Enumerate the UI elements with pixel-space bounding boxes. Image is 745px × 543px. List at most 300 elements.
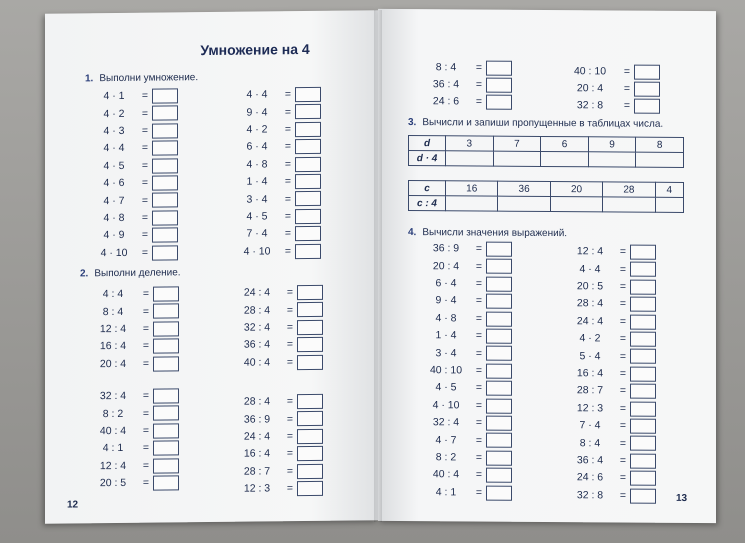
exercise-row (233, 226, 321, 242)
answer-box[interactable] (634, 82, 660, 97)
equals-sign: = (142, 442, 150, 455)
expression: 32 : 4 (243, 321, 271, 334)
answer-cell[interactable] (493, 151, 541, 166)
exercise-row (233, 87, 321, 103)
exercise-row (420, 276, 512, 292)
answer-box[interactable] (630, 349, 656, 364)
table-row (409, 151, 684, 168)
answer-box[interactable] (486, 346, 512, 361)
answer-box[interactable] (486, 61, 512, 76)
exercise-row (90, 106, 178, 122)
exercise-row (90, 158, 178, 174)
exercise-row (564, 436, 656, 452)
exercise-row (420, 311, 512, 327)
answer-box[interactable] (152, 88, 178, 103)
answer-box[interactable] (630, 401, 656, 416)
answer-box[interactable] (153, 304, 179, 319)
exercise-row (90, 245, 178, 261)
equals-sign: = (286, 286, 294, 299)
exercise-row (420, 293, 512, 309)
expression: 4 · 4 (579, 262, 601, 276)
exercise-row (560, 64, 660, 80)
table-cell: 16 (446, 181, 498, 196)
equals-sign: = (619, 367, 627, 380)
expression: 8 : 4 (579, 436, 601, 450)
expression: 20 : 5 (576, 280, 604, 293)
task-text: Выполни деление. (94, 267, 181, 280)
equals-sign: = (475, 242, 483, 255)
equals-sign: = (286, 338, 294, 351)
exercise-row (231, 463, 323, 479)
exercise-row (420, 380, 512, 396)
equals-sign: = (475, 364, 483, 377)
equals-sign: = (284, 105, 292, 118)
answer-box[interactable] (295, 243, 321, 258)
expression: 4 · 6 (103, 177, 125, 190)
answer-box[interactable] (297, 394, 323, 409)
equals-sign: = (475, 451, 483, 464)
exercise-row (90, 193, 178, 209)
answer-box[interactable] (486, 242, 512, 257)
equals-sign: = (142, 476, 150, 489)
expression: 24 : 6 (576, 471, 604, 484)
equals-sign: = (619, 489, 627, 502)
expression: 16 : 4 (243, 447, 271, 461)
answer-box[interactable] (153, 441, 179, 456)
equals-sign: = (284, 140, 292, 153)
answer-box[interactable] (153, 458, 179, 473)
equals-sign: = (475, 95, 483, 108)
page-title: Умножение на 4 (200, 40, 310, 59)
expression: 4 · 2 (246, 123, 268, 136)
expression: 4 · 5 (435, 381, 457, 394)
answer-box[interactable] (153, 286, 179, 301)
answer-box[interactable] (153, 356, 179, 371)
exercise-row (420, 77, 512, 93)
exercise-row (420, 60, 512, 76)
equals-sign: = (141, 211, 149, 224)
answer-box[interactable] (297, 354, 323, 369)
exercise-row (564, 314, 656, 330)
expression: 12 : 3 (243, 482, 271, 495)
exercise-row (90, 88, 178, 104)
exercise-row (564, 453, 656, 469)
exercise-row (87, 339, 179, 355)
answer-box[interactable] (297, 337, 323, 352)
table-head-cell: d (409, 136, 446, 151)
exercise-row (420, 328, 512, 344)
exercise-row (87, 406, 179, 422)
exercise-row (420, 363, 512, 379)
expression: 20 : 4 (576, 82, 604, 95)
answer-box[interactable] (297, 320, 323, 335)
page-number: 12 (67, 499, 79, 511)
answer-box[interactable] (486, 276, 512, 291)
exercise-row (87, 458, 179, 474)
expression: 4 · 5 (103, 159, 125, 173)
exercise-row (420, 398, 512, 414)
task-1-heading (85, 72, 198, 84)
exercise-row (87, 423, 179, 439)
equals-sign: = (142, 407, 150, 420)
expression: 20 : 4 (99, 357, 127, 371)
exercise-row (560, 98, 660, 114)
answer-box[interactable] (486, 433, 512, 448)
exercise-row (233, 139, 321, 155)
expression: 4 : 1 (102, 442, 124, 455)
answer-box[interactable] (297, 481, 323, 496)
expression: 40 : 4 (243, 356, 271, 369)
expression: 4 · 4 (246, 88, 268, 101)
expression: 28 : 7 (576, 384, 604, 397)
answer-box[interactable] (486, 450, 512, 465)
answer-box[interactable] (634, 99, 660, 114)
equals-sign: = (475, 329, 483, 342)
equals-sign: = (142, 340, 150, 353)
answer-box[interactable] (153, 423, 179, 438)
answer-box[interactable] (486, 259, 512, 274)
equals-sign: = (475, 277, 483, 290)
exercise-row (564, 383, 656, 399)
answer-box[interactable] (486, 329, 512, 344)
expression: 28 : 7 (243, 465, 271, 478)
answer-box[interactable] (630, 332, 656, 347)
expression: 28 : 4 (243, 304, 271, 317)
page-number: 13 (676, 492, 688, 504)
answer-box[interactable] (153, 475, 179, 490)
answer-box[interactable] (152, 193, 178, 208)
answer-box[interactable] (152, 210, 178, 225)
exercise-row (420, 433, 512, 449)
answer-box[interactable] (297, 429, 323, 444)
equals-sign: = (284, 227, 292, 240)
equals-sign: = (619, 402, 627, 415)
exercise-row (564, 244, 656, 260)
equals-sign: = (619, 315, 627, 328)
table-cell: 4 (655, 182, 683, 197)
table-cell: 3 (446, 136, 494, 151)
exercise-row (231, 429, 323, 445)
right-page (378, 9, 716, 523)
answer-box[interactable] (295, 226, 321, 241)
expression: 9 · 4 (435, 294, 457, 307)
equals-sign: = (475, 347, 483, 360)
task-text: Вычисли и запиши пропущенные в таблицах числа. (422, 117, 664, 130)
exercise-row (231, 337, 323, 353)
answer-box[interactable] (486, 363, 512, 378)
expression: 4 · 10 (100, 246, 128, 260)
exercise-row (564, 262, 656, 278)
answer-box[interactable] (630, 436, 656, 451)
equals-sign: = (475, 416, 483, 429)
answer-box[interactable] (297, 446, 323, 461)
equals-sign: = (286, 465, 294, 478)
table-cell: 7 (493, 136, 541, 151)
equals-sign: = (475, 434, 483, 447)
equals-sign: = (141, 194, 149, 207)
answer-box[interactable] (486, 398, 512, 413)
equals-sign: = (619, 471, 627, 485)
equals-sign: = (619, 263, 627, 276)
expression: 4 · 10 (432, 399, 460, 412)
table-head-cell: c (409, 181, 446, 196)
answer-box[interactable] (486, 311, 512, 326)
answer-box[interactable] (630, 366, 656, 381)
expression: 8 : 4 (435, 61, 457, 74)
expression: 32 : 8 (576, 489, 604, 502)
answer-box[interactable] (297, 285, 323, 300)
answer-box[interactable] (486, 381, 512, 396)
table-cell: 9 (588, 137, 636, 152)
exercise-row (90, 141, 178, 157)
equals-sign: = (141, 176, 149, 190)
expression: 4 · 3 (103, 124, 125, 138)
exercise-row (233, 156, 321, 172)
expression: 6 · 4 (246, 140, 268, 154)
task-number: 1. (85, 73, 94, 85)
answer-box[interactable] (295, 174, 321, 189)
exercise-row (420, 346, 512, 362)
answer-box[interactable] (295, 209, 321, 224)
equals-sign: = (475, 78, 483, 91)
answer-box[interactable] (486, 468, 512, 483)
expression: 4 · 2 (579, 332, 601, 345)
task-number: 2. (80, 268, 89, 280)
equals-sign: = (619, 419, 627, 432)
answer-box[interactable] (486, 95, 512, 110)
exercise-row (231, 354, 323, 370)
task-number: 4. (408, 227, 417, 239)
expression: 20 : 4 (432, 259, 460, 273)
expression: 36 : 4 (432, 78, 460, 91)
expression: 28 : 4 (243, 395, 271, 408)
answer-box[interactable] (152, 228, 178, 243)
expression: 12 : 4 (99, 459, 127, 473)
exercise-row (231, 446, 323, 462)
exercise-row (231, 481, 323, 497)
equals-sign: = (284, 123, 292, 136)
exercise-row (87, 321, 179, 337)
exercise-row (564, 296, 656, 312)
equals-sign: = (284, 245, 292, 258)
expression: 32 : 8 (576, 99, 604, 112)
exercise-row (87, 475, 179, 491)
table-cell: 8 (636, 137, 684, 152)
answer-box[interactable] (153, 388, 179, 403)
answer-box[interactable] (153, 406, 179, 421)
answer-box[interactable] (152, 245, 178, 260)
answer-box[interactable] (297, 463, 323, 478)
expression: 36 : 4 (576, 454, 604, 467)
expression: 36 : 4 (243, 338, 271, 352)
answer-box[interactable] (152, 106, 178, 121)
answer-box[interactable] (295, 139, 321, 154)
expression: 1 · 4 (435, 329, 457, 342)
exercise-row (420, 415, 512, 431)
exercise-row (564, 470, 656, 486)
task-4-heading (408, 227, 567, 239)
table-cell: 6 (541, 136, 589, 151)
exercise-row (564, 349, 656, 365)
exercise-row (87, 356, 179, 372)
equals-sign: = (475, 294, 483, 308)
expression: 12 : 4 (99, 322, 127, 336)
expression: 3 · 4 (435, 346, 457, 360)
expression: 4 · 5 (246, 210, 268, 223)
expression: 12 : 3 (576, 402, 604, 415)
expression: 24 : 4 (576, 315, 604, 328)
answer-box[interactable] (152, 123, 178, 138)
expression: 3 · 4 (246, 193, 268, 206)
answer-box[interactable] (630, 262, 656, 277)
answer-box[interactable] (630, 314, 656, 329)
expression: 4 · 1 (103, 90, 125, 103)
answer-box[interactable] (295, 122, 321, 137)
expression: 4 : 1 (435, 486, 457, 499)
answer-box[interactable] (630, 419, 656, 434)
equals-sign: = (142, 287, 150, 300)
equals-sign: = (619, 384, 627, 398)
equals-sign: = (619, 280, 627, 293)
answer-cell[interactable] (550, 197, 602, 212)
answer-box[interactable] (630, 471, 656, 486)
answer-box[interactable] (630, 453, 656, 468)
equals-sign: = (619, 437, 627, 450)
equals-sign: = (142, 389, 150, 402)
answer-box[interactable] (295, 104, 321, 119)
expression: 4 · 8 (103, 211, 125, 225)
expression: 28 : 4 (576, 297, 604, 310)
exercise-row (231, 320, 323, 336)
exercise-row (420, 485, 512, 501)
answer-box[interactable] (630, 488, 656, 503)
equals-sign: = (286, 356, 294, 369)
equals-sign: = (475, 61, 483, 74)
equals-sign: = (475, 260, 483, 273)
equals-sign: = (141, 142, 149, 155)
expression: 32 : 4 (99, 390, 127, 403)
answer-box[interactable] (630, 384, 656, 399)
answer-box[interactable] (152, 158, 178, 173)
answer-cell[interactable] (655, 197, 683, 212)
equals-sign: = (286, 482, 294, 495)
equals-sign: = (284, 210, 292, 223)
task-text: Вычисли значения выражений. (422, 227, 568, 240)
answer-box[interactable] (630, 297, 656, 312)
answer-box[interactable] (486, 416, 512, 431)
answer-box[interactable] (297, 302, 323, 317)
equals-sign: = (141, 89, 149, 103)
answer-cell[interactable] (588, 152, 636, 167)
answer-box[interactable] (153, 321, 179, 336)
answer-box[interactable] (634, 65, 660, 80)
answer-box[interactable] (630, 245, 656, 260)
expression: 8 : 4 (102, 305, 124, 318)
expression: 8 : 2 (102, 407, 124, 420)
exercise-row (231, 411, 323, 427)
expression: 16 : 4 (576, 367, 604, 380)
expression: 4 · 4 (103, 142, 125, 155)
equals-sign: = (623, 99, 631, 112)
equals-sign: = (623, 82, 631, 95)
equals-sign: = (619, 297, 627, 311)
equals-sign: = (475, 381, 483, 395)
expression: 32 : 4 (432, 416, 460, 429)
equals-sign: = (284, 175, 292, 188)
task-number: 3. (408, 117, 417, 129)
expression: 4 · 10 (243, 245, 271, 258)
answer-box[interactable] (295, 87, 321, 102)
answer-box[interactable] (295, 191, 321, 206)
equals-sign: = (141, 124, 149, 137)
task-3-heading (408, 117, 663, 130)
answer-cell[interactable] (446, 196, 498, 211)
answer-box[interactable] (153, 339, 179, 354)
equals-sign: = (286, 430, 294, 443)
equals-sign: = (284, 88, 292, 101)
book-spine (374, 10, 382, 522)
equals-sign: = (141, 246, 149, 259)
table-row (409, 196, 684, 213)
answer-box[interactable] (297, 411, 323, 426)
equals-sign: = (623, 65, 631, 78)
answer-cell[interactable] (636, 152, 684, 167)
expression: 20 : 5 (99, 477, 127, 490)
answer-cell[interactable] (541, 151, 589, 166)
expression: 5 · 4 (579, 349, 601, 363)
exercise-row (233, 191, 321, 207)
expression: 4 · 7 (435, 433, 457, 447)
expression: 4 · 8 (435, 312, 457, 325)
expression: 40 : 10 (429, 364, 463, 377)
answer-cell[interactable] (498, 196, 550, 211)
exercise-row (420, 450, 512, 466)
equals-sign: = (142, 322, 150, 335)
equals-sign: = (619, 245, 627, 258)
answer-cell[interactable] (603, 197, 655, 212)
expression: 40 : 4 (432, 468, 460, 481)
task-2-heading (80, 267, 181, 279)
expression: 40 : 4 (99, 424, 127, 438)
exercise-row (231, 394, 323, 410)
expression: 36 : 9 (243, 413, 271, 426)
answer-box[interactable] (486, 78, 512, 93)
answer-box[interactable] (486, 485, 512, 500)
expression: 4 · 8 (246, 158, 268, 171)
answer-box[interactable] (486, 294, 512, 309)
answer-box[interactable] (152, 141, 178, 156)
table-cell: 36 (498, 181, 550, 196)
answer-box[interactable] (152, 175, 178, 190)
expression: 8 : 2 (435, 451, 457, 464)
equals-sign: = (141, 107, 149, 120)
exercise-row (87, 388, 179, 404)
expression: 24 : 6 (432, 95, 460, 108)
expression: 6 · 4 (435, 277, 457, 290)
answer-box[interactable] (630, 279, 656, 294)
equals-sign: = (284, 158, 292, 171)
answer-cell[interactable] (446, 151, 494, 166)
exercise-row (233, 122, 321, 138)
equals-sign: = (284, 192, 292, 205)
exercise-row (231, 302, 323, 318)
expression: 40 : 10 (573, 65, 607, 78)
exercise-row (90, 228, 178, 244)
answer-box[interactable] (295, 156, 321, 171)
equals-sign: = (475, 399, 483, 412)
expression: 7 · 4 (579, 419, 601, 432)
exercise-row (90, 123, 178, 139)
